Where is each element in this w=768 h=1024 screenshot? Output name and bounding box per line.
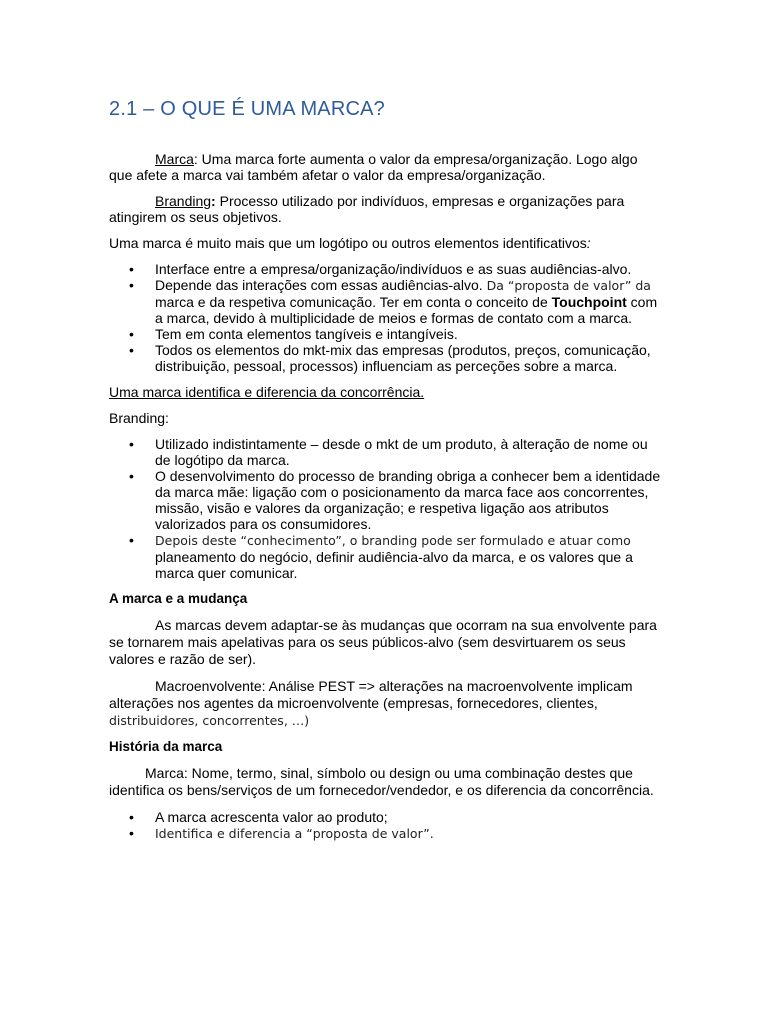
list-marca-elementos (109, 261, 661, 374)
macro-text: Macroenvolvente: Análise PEST => alterações na macroenvolvente implicam alterações nos agentes da microenvolvente (empresas, fornecedores, clientes, (109, 678, 633, 711)
list-item: • Interface entre a empresa/organização/indivíduos e as suas audiências-alvo. (109, 261, 661, 277)
term-branding: Branding (155, 193, 212, 209)
branding-definition: Processo utilizado por indivíduos, empresas e organizações para atingirem os seus objetivos. (109, 193, 625, 225)
list-historia (109, 809, 661, 842)
term-marca: Marca (155, 151, 194, 167)
item-text: planeamento do negócio, definir audiência-alvo da marca, e os valores que a marca quer comunicar. (155, 549, 633, 581)
list-item (109, 277, 661, 326)
document-page (109, 98, 661, 842)
item-text-alt: Identifica e diferencia a “proposta de valor”. (155, 826, 434, 841)
branding-colon: : (211, 193, 216, 209)
paragraph-branding-heading: Branding: (109, 410, 169, 426)
paragraph-intro (109, 235, 661, 251)
list-item: • Tem em conta elementos tangíveis e intangíveis. (109, 326, 661, 342)
paragraph-macro (109, 678, 661, 729)
paragraph-historia: Marca: Nome, termo, sinal, símbolo ou design ou uma combinação destes que identifica os bens/serviços de um fornecedor/vendedor, e os diferencia da concorrência. (109, 765, 654, 798)
term-touchpoint: Touchpoint (551, 294, 627, 310)
item-text: Depende das interações com essas audiências-alvo. (155, 277, 483, 293)
item-text-alt: Depois deste “conhecimento”, o branding pode ser formulado e atuar como (155, 533, 631, 548)
list-item: • Todos os elementos do mkt-mix das empresas (produtos, preços, comunicação, distribuição, pessoal, processos) influenciam as perceções sobre a marca. (109, 342, 661, 374)
paragraph-mudanca: As marcas devem adaptar-se às mudanças que ocorram na sua envolvente para se tornarem mais apelativas para os seus públicos-alvo (sem desvirtuarem os seus valores e razão de ser). (109, 617, 657, 667)
section-title: 2.1 – O QUE É UMA MARCA? (109, 98, 385, 120)
item-text-alt: Da “proposta de valor” da (482, 278, 651, 293)
heading-historia: História da marca (109, 739, 223, 754)
paragraph-marca (109, 151, 661, 183)
intro-colon: : (586, 235, 591, 251)
macro-text-alt: distribuidores, concorrentes, …) (109, 713, 310, 728)
list-branding (109, 436, 661, 581)
intro-text: Uma marca é muito mais que um logótipo ou outros elementos identificativos (109, 235, 587, 251)
list-item: • O desenvolvimento do processo de branding obriga a conhecer bem a identidade da marca mãe: ligação com o posicionamento da marca face aos concorrentes, missão, visão e valores da organização; e respetiva ligação aos atributos valorizados para os consumidores. (109, 468, 661, 532)
item-text: com a marca, devido à multiplicidade de meios e formas de contato com a marca. (155, 294, 658, 326)
item-text: marca e da respetiva comunicação. Ter em conta o conceito de (155, 294, 552, 310)
list-item: • Utilizado indistintamente – desde o mkt de um produto, à alteração de nome ou de logótipo da marca. (109, 436, 661, 468)
paragraph-branding (109, 193, 661, 225)
list-item (109, 532, 661, 581)
list-item (109, 825, 661, 842)
list-item: • A marca acrescenta valor ao produto; (109, 809, 661, 825)
paragraph-identifica: Uma marca identifica e diferencia da concorrência. (109, 384, 425, 400)
heading-mudanca: A marca e a mudança (109, 591, 248, 606)
marca-definition: : Uma marca forte aumenta o valor da empresa/organização. Logo algo que afete a marca vai também afetar o valor da empresa/organização. (109, 151, 638, 183)
